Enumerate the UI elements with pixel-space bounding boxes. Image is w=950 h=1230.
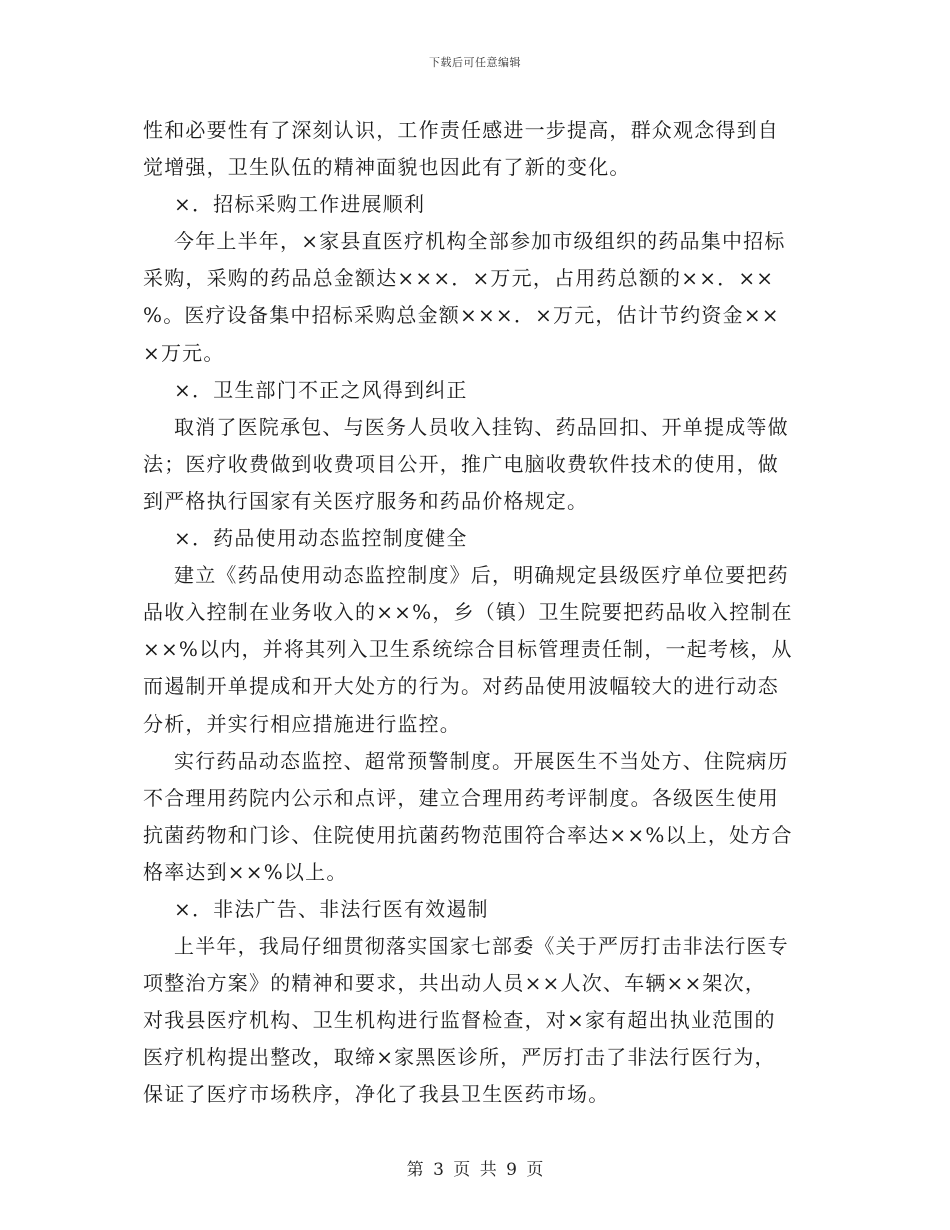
text-line: 而遏制开单提成和开大处方的行为。对药品使用波幅较大的进行动态: [143, 674, 779, 699]
text-line: 觉增强，卫生队伍的精神面貌也因此有了新的变化。: [143, 155, 631, 180]
text-line: 到严格执行国家有关医疗服务和药品价格规定。: [143, 488, 589, 513]
text-line: 法；医疗收费做到收费项目公开，推广电脑收费软件技术的使用，做: [143, 451, 779, 476]
text-line: 医疗机构提出整改，取缔×家黑医诊所，严厉打击了非法行医行为，: [143, 1045, 776, 1070]
text-line: %。医疗设备集中招标采购总金额×××．×万元，估计节约资金××: [143, 303, 780, 328]
text-line: 分析，并实行相应措施进行监控。: [143, 711, 461, 736]
page-footer: 第 3 页 共 9 页: [406, 1160, 544, 1180]
text-line: 品收入控制在业务收入的××%，乡（镇）卫生院要把药品收入控制在: [143, 600, 793, 625]
section-heading: ×．药品使用动态监控制度健全: [174, 526, 468, 551]
text-line: 今年上半年，×家县直医疗机构全部参加市级组织的药品集中招标: [174, 229, 786, 254]
text-line: 格率达到××%以上。: [143, 859, 348, 884]
text-line: 性和必要性有了深刻认识，工作责任感进一步提高，群众观念得到自: [143, 118, 779, 142]
section-heading: ×．卫生部门不正之风得到纠正: [174, 377, 468, 402]
text-line: ××%以内，并将其列入卫生系统综合目标管理责任制，一起考核，从: [143, 637, 793, 662]
text-line: 项整治方案》的精神和要求，共出动人员××人次、车辆××架次，: [143, 971, 767, 996]
text-line: 不合理用药院内公示和点评，建立合理用药考评制度。各级医生使用: [143, 785, 779, 810]
text-line: 采购，采购的药品总金额达×××．×万元，占用药总额的××．××: [143, 266, 775, 291]
text-line: 保证了医疗市场秩序，净化了我县卫生医药市场。: [143, 1082, 610, 1107]
text-line: 实行药品动态监控、超常预警制度。开展医生不当处方、住院病历: [174, 748, 789, 773]
text-line: ×万元。: [143, 340, 225, 365]
section-heading: ×．招标采购工作进展顺利: [174, 192, 426, 217]
text-line: 上半年，我局仔细贯彻落实国家七部委《关于严厉打击非法行医专: [174, 934, 789, 959]
page-header: 下载后可任意编辑: [429, 56, 521, 69]
section-heading: ×．非法广告、非法行医有效遏制: [174, 896, 489, 921]
text-line: 取消了医院承包、与医务人员收入挂钩、药品回扣、开单提成等做: [174, 414, 789, 439]
text-line: 建立《药品使用动态监控制度》后，明确规定县级医疗单位要把药: [174, 563, 789, 588]
document-body: [143, 112, 803, 1114]
text-line: 对我县医疗机构、卫生机构进行监督检查，对×家有超出执业范围的: [143, 1008, 776, 1033]
text-line: 抗菌药物和门诊、住院使用抗菌药物范围符合率达××%以上，处方合: [143, 822, 793, 847]
